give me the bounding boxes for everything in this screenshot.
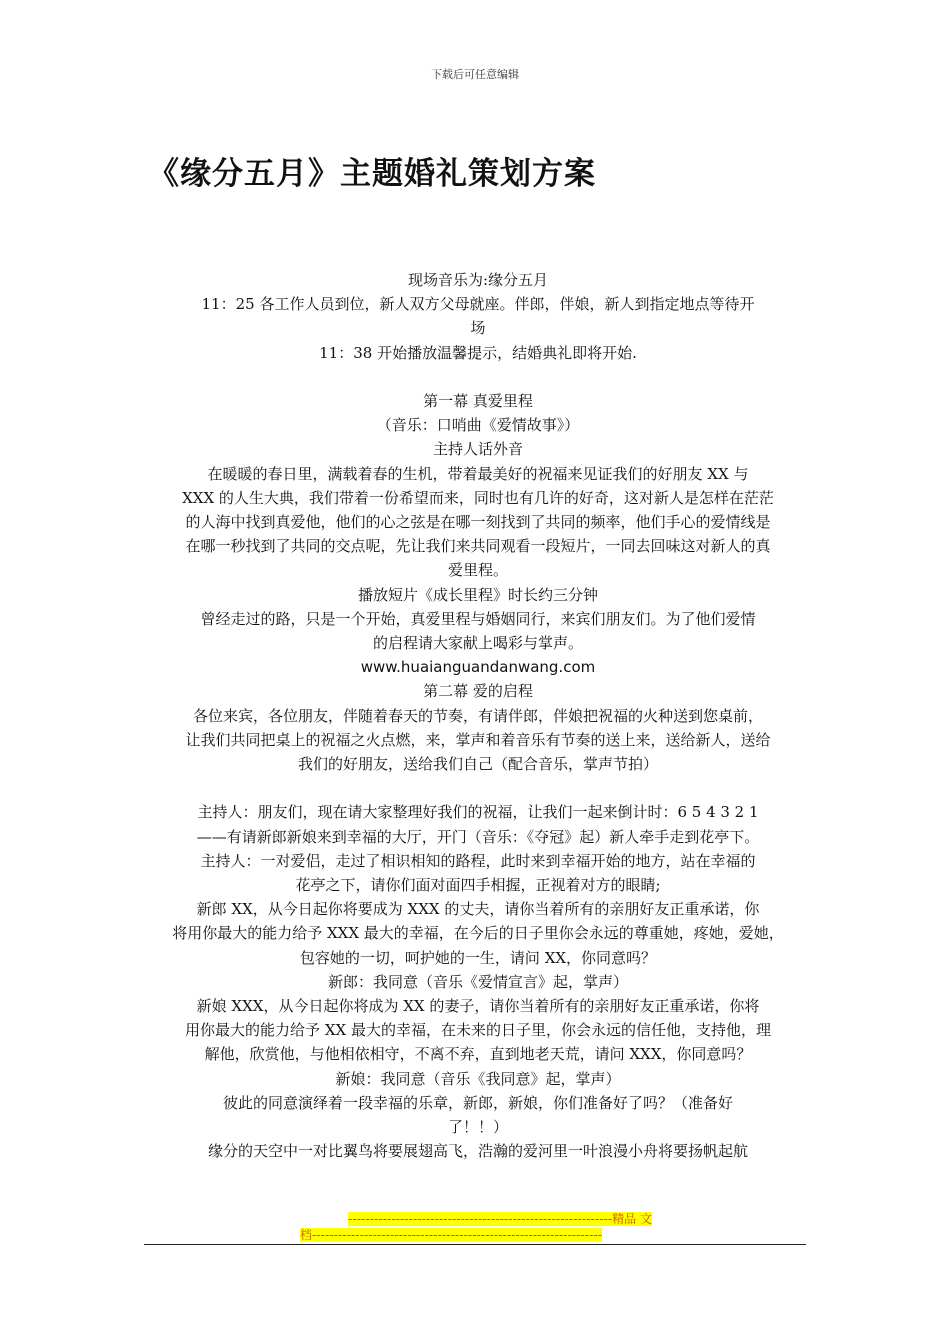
document-body <box>140 268 816 1163</box>
body-line: XXX 的人生大典，我们带着一份希望而来，同时也有几许的好奇，这对新人是怎样在茫茫 <box>182 488 774 507</box>
body-line: 新娘：我同意（音乐《我同意》起，掌声） <box>335 1069 621 1088</box>
body-line: 了！！） <box>447 1118 508 1137</box>
body-line: 我们的好朋友，送给我们自己（配合音乐，掌声节拍） <box>297 755 658 774</box>
body-line: 播放短片《成长里程》时长约三分钟 <box>357 585 598 604</box>
body-line: 曾经走过的路，只是一个开始，真爱里程与婚姻同行，来宾们朋友们。为了他们爱情 <box>200 609 756 628</box>
body-line: 11：25 各工作人员到位，新人双方父母就座。伴郎，伴娘，新人到指定地点等待开 <box>201 295 755 314</box>
body-line: 包容她的一切，呵护她的一生，请问 XX，你同意吗？ <box>299 948 657 967</box>
body-line: （音乐：口哨曲《爱情故事》） <box>376 416 580 435</box>
blank-line <box>140 776 816 800</box>
footer-banner-line-1: -------------------------------------------------------------精品 文 <box>348 1212 652 1226</box>
body-line: 用你最大的能力给予 XX 最大的幸福，在未来的日子里，你会永远的信任他，支持他，理 <box>185 1021 771 1040</box>
body-line: 将用你最大的能力给予 XXX 最大的幸福，在今后的日子里你会永远的尊重她，疼她，爱她， <box>172 924 784 943</box>
body-line: 新娘 XXX，从今日起你将成为 XX 的妻子，请你当着所有的亲朋好友正重承诺，你将 <box>196 997 760 1016</box>
body-line: 现场音乐为:缘分五月 <box>407 271 549 289</box>
website-url: www.huaianguandanwang.com <box>360 658 596 677</box>
body-line: 11：38 开始播放温馨提示，结婚典礼即将开始. <box>319 343 637 362</box>
body-line: 主持人话外音 <box>432 440 523 459</box>
body-line: 在暖暖的春日里，满载着春的生机，带着最美好的祝福来见证我们的好朋友 XX 与 <box>207 464 749 483</box>
section-heading-act-2: 第二幕 爱的启程 <box>423 682 533 701</box>
body-line: 新郎 XX，从今日起你将要成为 XXX 的丈夫，请你当着所有的亲朋好友正重承诺，你 <box>196 900 760 919</box>
footer-banner-line-2: 档------------------------------------------------------------------- <box>300 1228 603 1242</box>
body-line: 主持人：朋友们，现在请大家整理好我们的祝福，让我们一起来倒计时：6 5 4 3 2 1 <box>197 803 759 822</box>
body-line: 的启程请大家献上喝彩与掌声。 <box>372 634 583 653</box>
body-line: 让我们共同把桌上的祝福之火点燃，来，掌声和着音乐有节奏的送上来，送给新人，送给 <box>185 730 771 749</box>
header-note: 下载后可任意编辑 <box>431 68 519 81</box>
body-line: 缘分的天空中一对比翼鸟将要展翅高飞，浩瀚的爱河里一叶浪漫小舟将要扬帆起航 <box>207 1142 748 1161</box>
body-line: 解他，欣赏他，与他相依相守，不离不弃，直到地老天荒，请问 XXX，你同意吗？ <box>204 1045 752 1064</box>
body-line: 爱里程。 <box>447 561 508 580</box>
blank-line <box>140 365 816 389</box>
footer-banner <box>300 1211 652 1243</box>
body-line: 花亭之下，请你们面对面四手相握，正视着对方的眼睛; <box>295 876 661 895</box>
footer-divider <box>144 1244 806 1245</box>
body-line: 新郎：我同意（音乐《爱情宣言》起，掌声） <box>327 972 628 991</box>
body-line: 的人海中找到真爱他，他们的心之弦是在哪一刻找到了共同的频率，他们手心的爱情线是 <box>185 513 771 532</box>
body-line: 主持人：一对爱侣，走过了相识相知的路程，此时来到幸福开始的地方，站在幸福的 <box>200 851 756 870</box>
body-line: 各位来宾，各位朋友，伴随着春天的节奏，有请伴郎，伴娘把祝福的火种送到您桌前， <box>192 706 763 725</box>
body-line: 彼此的同意演绎着一段幸福的乐章，新郎，新娘，你们准备好了吗？（准备好 <box>222 1093 733 1112</box>
document-title: 《缘分五月》主题婚礼策划方案 <box>148 156 596 192</box>
body-line: 在哪一秒找到了共同的交点呢，先让我们来共同观看一段短片，一同去回味这对新人的真 <box>185 537 771 556</box>
section-heading-act-1: 第一幕 真爱里程 <box>423 392 533 410</box>
body-line: 场 <box>470 319 486 338</box>
body-line: ——有请新郎新娘来到幸福的大厅，开门（音乐：《夺冠》起）新人牵手走到花亭下。 <box>196 827 760 846</box>
